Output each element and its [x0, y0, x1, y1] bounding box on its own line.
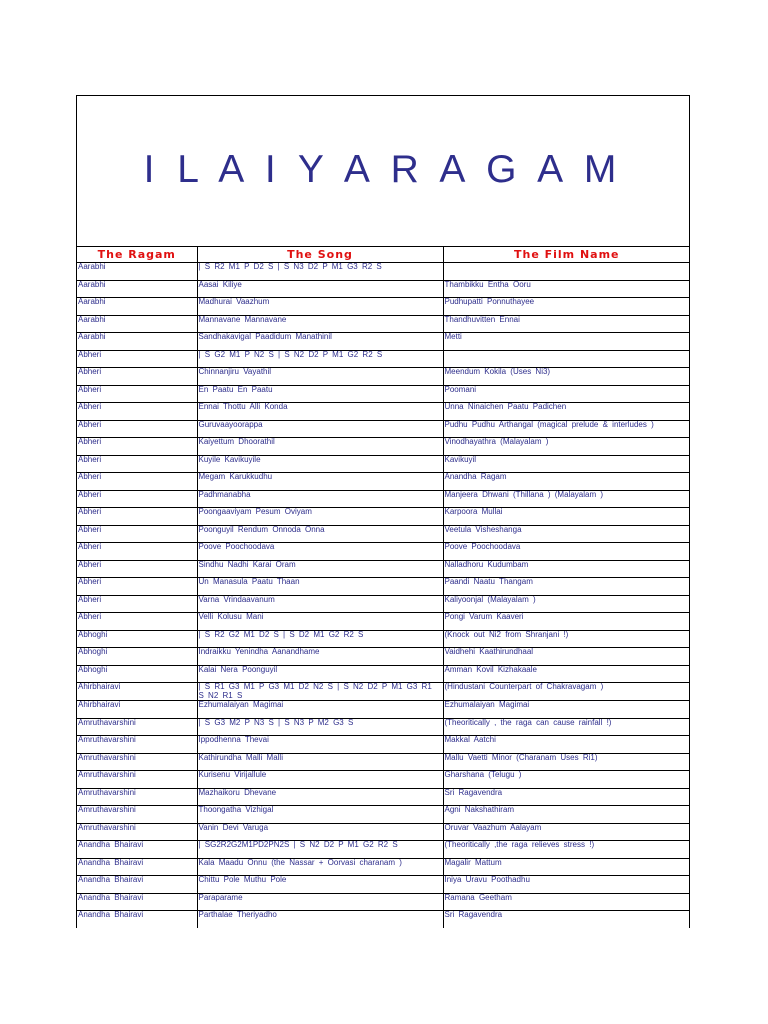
song-cell: | S R1 G3 M1 P G3 M1 D2 N2 S | S N2 D2 P M1 G3 R1 S N2 R1 S: [197, 683, 443, 701]
table-row: [77, 490, 690, 508]
film-cell: Agni Nakshathiram: [443, 806, 690, 824]
table-row: [77, 630, 690, 648]
table-row: [77, 613, 690, 631]
film-cell: Sri Ragavendra: [443, 788, 690, 806]
song-cell: Un Manasula Paatu Thaan: [197, 578, 443, 596]
song-cell: | SG2R2G2M1PD2PN2S | S N2 D2 P M1 G2 R2 S: [197, 841, 443, 859]
film-cell: Thambikku Entha Ooru: [443, 280, 690, 298]
film-cell: (Theoritically ,the raga relieves stress !): [443, 841, 690, 859]
document-page: [76, 95, 690, 928]
ragam-cell: Anandha Bhairavi: [77, 841, 197, 859]
ragam-cell: Anandha Bhairavi: [77, 876, 197, 894]
film-cell: [443, 350, 690, 368]
film-cell: Vinodhayathra (Malayalam ): [443, 438, 690, 456]
film-cell: Ezhumalaiyan Magimai: [443, 701, 690, 719]
table-row: [77, 876, 690, 894]
title-box: [77, 96, 689, 247]
table-row: [77, 806, 690, 824]
film-cell: Poomani: [443, 385, 690, 403]
table-row: [77, 788, 690, 806]
song-cell: Kurisenu Virijallule: [197, 771, 443, 789]
ragam-cell: Amruthavarshini: [77, 823, 197, 841]
table-row: [77, 543, 690, 561]
film-cell: Oruvar Vaazhum Aalayam: [443, 823, 690, 841]
page-title: I L A I Y A R A G A M: [143, 148, 623, 191]
film-cell: Thandhuvitten Ennai: [443, 315, 690, 333]
song-cell: Sandhakavigal Paadidum Manathinil: [197, 333, 443, 351]
table-row: [77, 893, 690, 911]
song-cell: Ezhumalaiyan Magimai: [197, 701, 443, 719]
song-cell: Kuyile Kavikuyile: [197, 455, 443, 473]
table-row: [77, 771, 690, 789]
table-row: [77, 911, 690, 929]
film-cell: Unna Ninaichen Paatu Padichen: [443, 403, 690, 421]
ragam-cell: Abheri: [77, 613, 197, 631]
ragam-cell: Abheri: [77, 525, 197, 543]
film-cell: Poove Poochoodava: [443, 543, 690, 561]
table-row: [77, 701, 690, 719]
song-cell: Varna Vrindaavanum: [197, 595, 443, 613]
table-row: [77, 560, 690, 578]
film-cell: Pudhu Pudhu Arthangal (magical prelude & interludes ): [443, 420, 690, 438]
film-cell: Vaidhehi Kaathirundhaal: [443, 648, 690, 666]
header-film: The Film Name: [443, 247, 690, 263]
film-cell: Veetula Visheshanga: [443, 525, 690, 543]
table-row: [77, 455, 690, 473]
table-row: [77, 403, 690, 421]
film-cell: Pongi Varum Kaaveri: [443, 613, 690, 631]
ragam-cell: Amruthavarshini: [77, 753, 197, 771]
film-cell: Paandi Naatu Thangam: [443, 578, 690, 596]
table-row: [77, 280, 690, 298]
ragam-cell: Aarabhi: [77, 263, 197, 281]
song-cell: Kalai Nera Poonguyil: [197, 665, 443, 683]
ragam-cell: Abheri: [77, 490, 197, 508]
table-row: [77, 525, 690, 543]
table-header-row: [77, 247, 690, 263]
ragam-cell: Amruthavarshini: [77, 806, 197, 824]
ragam-cell: Abheri: [77, 595, 197, 613]
song-cell: En Paatu En Paatu: [197, 385, 443, 403]
table-row: [77, 438, 690, 456]
header-song: The Song: [197, 247, 443, 263]
film-cell: Iniya Uravu Poothadhu: [443, 876, 690, 894]
table-row: [77, 333, 690, 351]
raga-table: [77, 247, 690, 928]
table-row: [77, 385, 690, 403]
ragam-cell: Amruthavarshini: [77, 771, 197, 789]
song-cell: Ennai Thottu Alli Konda: [197, 403, 443, 421]
song-cell: Madhurai Vaazhum: [197, 298, 443, 316]
song-cell: Mannavane Mannavane: [197, 315, 443, 333]
ragam-cell: Aarabhi: [77, 315, 197, 333]
film-cell: Kaliyoonjal (Malayalam ): [443, 595, 690, 613]
ragam-cell: Abheri: [77, 473, 197, 491]
song-cell: | S R2 G2 M1 D2 S | S D2 M1 G2 R2 S: [197, 630, 443, 648]
film-cell: Magalir Mattum: [443, 858, 690, 876]
song-cell: Kathirundha Malli Malli: [197, 753, 443, 771]
song-cell: Paraparame: [197, 893, 443, 911]
film-cell: (Knock out Ni2 from Shranjani !): [443, 630, 690, 648]
ragam-cell: Abheri: [77, 438, 197, 456]
film-cell: Karpoora Mullai: [443, 508, 690, 526]
ragam-cell: Abhoghi: [77, 648, 197, 666]
ragam-cell: Abheri: [77, 350, 197, 368]
table-row: [77, 578, 690, 596]
film-cell: Manjeera Dhwani (Thillana ) (Malayalam ): [443, 490, 690, 508]
song-cell: Chinnanjiru Vayathil: [197, 368, 443, 386]
song-cell: Poonguyil Rendum Onnoda Onna: [197, 525, 443, 543]
ragam-cell: Anandha Bhairavi: [77, 858, 197, 876]
ragam-cell: Amruthavarshini: [77, 736, 197, 754]
ragam-cell: Ahirbhairavi: [77, 683, 197, 701]
ragam-cell: Abheri: [77, 455, 197, 473]
ragam-cell: Anandha Bhairavi: [77, 893, 197, 911]
song-cell: Guruvaayoorappa: [197, 420, 443, 438]
film-cell: (Theoritically , the raga can cause rainfall !): [443, 718, 690, 736]
table-row: [77, 718, 690, 736]
ragam-cell: Aarabhi: [77, 280, 197, 298]
table-row: [77, 350, 690, 368]
ragam-cell: Aarabhi: [77, 298, 197, 316]
ragam-cell: Abhoghi: [77, 665, 197, 683]
ragam-cell: Abheri: [77, 368, 197, 386]
song-cell: | S G2 M1 P N2 S | S N2 D2 P M1 G2 R2 S: [197, 350, 443, 368]
table-row: [77, 841, 690, 859]
song-cell: Thoongatha Vizhigal: [197, 806, 443, 824]
film-cell: Ramana Geetham: [443, 893, 690, 911]
table-row: [77, 665, 690, 683]
song-cell: Kala Maadu Onnu (the Nassar + Oorvasi charanam ): [197, 858, 443, 876]
film-cell: Pudhupatti Ponnuthayee: [443, 298, 690, 316]
film-cell: [443, 263, 690, 281]
song-cell: Megam Karukkudhu: [197, 473, 443, 491]
film-cell: Metti: [443, 333, 690, 351]
table-row: [77, 736, 690, 754]
ragam-cell: Abheri: [77, 543, 197, 561]
song-cell: Parthalae Theriyadho: [197, 911, 443, 929]
song-cell: Vanin Devi Varuga: [197, 823, 443, 841]
film-cell: Gharshana (Telugu ): [443, 771, 690, 789]
song-cell: Indraikku Yenindha Aanandhame: [197, 648, 443, 666]
song-cell: Padhmanabha: [197, 490, 443, 508]
song-cell: Chittu Pole Muthu Pole: [197, 876, 443, 894]
ragam-cell: Abheri: [77, 560, 197, 578]
table-row: [77, 263, 690, 281]
table-row: [77, 473, 690, 491]
ragam-cell: Abheri: [77, 578, 197, 596]
table-row: [77, 858, 690, 876]
table-row: [77, 683, 690, 701]
table-row: [77, 315, 690, 333]
table-row: [77, 298, 690, 316]
ragam-cell: Amruthavarshini: [77, 718, 197, 736]
song-cell: | S G3 M2 P N3 S | S N3 P M2 G3 S: [197, 718, 443, 736]
film-cell: Meendum Kokila (Uses Ni3): [443, 368, 690, 386]
ragam-cell: Abheri: [77, 385, 197, 403]
ragam-cell: Abheri: [77, 403, 197, 421]
ragam-cell: Amruthavarshini: [77, 788, 197, 806]
song-cell: Aasai Kiliye: [197, 280, 443, 298]
film-cell: Nalladhoru Kudumbam: [443, 560, 690, 578]
song-cell: | S R2 M1 P D2 S | S N3 D2 P M1 G3 R2 S: [197, 263, 443, 281]
table-row: [77, 420, 690, 438]
film-cell: Makkal Aatchi: [443, 736, 690, 754]
table-row: [77, 823, 690, 841]
song-cell: Mazhaikoru Dhevane: [197, 788, 443, 806]
song-cell: Ippodhenna Thevai: [197, 736, 443, 754]
song-cell: Velli Kolusu Mani: [197, 613, 443, 631]
film-cell: Kavikuyil: [443, 455, 690, 473]
song-cell: Poove Poochoodava: [197, 543, 443, 561]
table-row: [77, 753, 690, 771]
table-row: [77, 368, 690, 386]
ragam-cell: Anandha Bhairavi: [77, 911, 197, 929]
ragam-cell: Abheri: [77, 508, 197, 526]
film-cell: (Hindustani Counterpart of Chakravagam ): [443, 683, 690, 701]
song-cell: Sindhu Nadhi Karai Oram: [197, 560, 443, 578]
song-cell: Poongaaviyam Pesum Oviyam: [197, 508, 443, 526]
table-row: [77, 595, 690, 613]
film-cell: Amman Kovil Kizhakaale: [443, 665, 690, 683]
table-row: [77, 648, 690, 666]
ragam-cell: Aarabhi: [77, 333, 197, 351]
table-row: [77, 508, 690, 526]
ragam-cell: Ahirbhairavi: [77, 701, 197, 719]
ragam-cell: Abhoghi: [77, 630, 197, 648]
ragam-cell: Abheri: [77, 420, 197, 438]
film-cell: Anandha Ragam: [443, 473, 690, 491]
film-cell: Sri Ragavendra: [443, 911, 690, 929]
header-ragam: The Ragam: [77, 247, 197, 263]
film-cell: Mallu Vaetti Minor (Charanam Uses Ri1): [443, 753, 690, 771]
song-cell: Kaiyettum Dhoorathil: [197, 438, 443, 456]
